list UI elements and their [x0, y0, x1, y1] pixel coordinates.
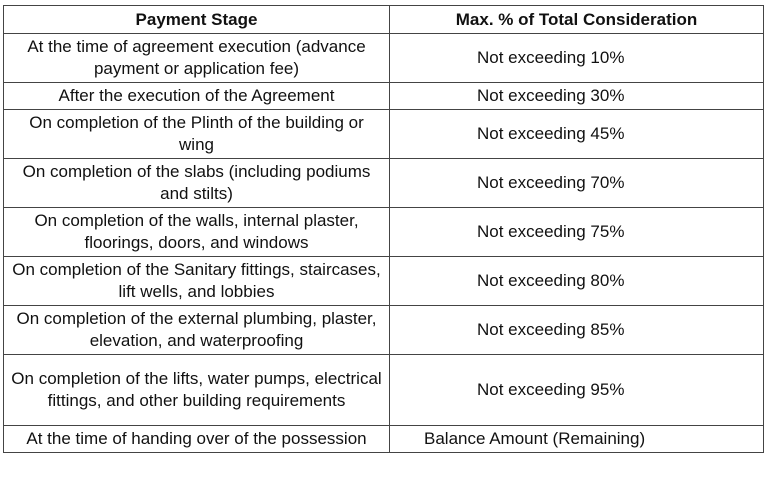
percent-cell: Not exceeding 80% [390, 257, 764, 306]
header-payment-stage: Payment Stage [4, 6, 390, 34]
table-row [4, 208, 764, 257]
stage-cell: On completion of the walls, internal plaster, floorings, doors, and windows [4, 208, 390, 257]
table-row [4, 159, 764, 208]
table-row [4, 306, 764, 355]
stage-cell: After the execution of the Agreement [4, 83, 390, 110]
table-row [4, 257, 764, 306]
percent-cell: Not exceeding 10% [390, 34, 764, 83]
stage-cell: At the time of agreement execution (advance payment or application fee) [4, 34, 390, 83]
percent-cell: Not exceeding 75% [390, 208, 764, 257]
stage-cell: At the time of handing over of the possession [4, 426, 390, 453]
table-header-row [4, 6, 764, 34]
table-row [4, 34, 764, 83]
table-row [4, 110, 764, 159]
header-max-percent: Max. % of Total Consideration [390, 6, 764, 34]
payment-schedule-table [3, 5, 764, 453]
percent-cell: Not exceeding 95% [390, 355, 764, 426]
stage-cell: On completion of the slabs (including podiums and stilts) [4, 159, 390, 208]
payment-schedule-table-wrapper [3, 5, 763, 453]
stage-cell: On completion of the Plinth of the building or wing [4, 110, 390, 159]
percent-cell: Not exceeding 45% [390, 110, 764, 159]
table-row [4, 355, 764, 426]
stage-cell: On completion of the Sanitary fittings, staircases, lift wells, and lobbies [4, 257, 390, 306]
percent-cell: Not exceeding 85% [390, 306, 764, 355]
percent-cell: Not exceeding 70% [390, 159, 764, 208]
stage-cell: On completion of the external plumbing, plaster, elevation, and waterproofing [4, 306, 390, 355]
table-row [4, 83, 764, 110]
table-row [4, 426, 764, 453]
stage-cell: On completion of the lifts, water pumps, electrical fittings, and other building requirements [4, 355, 390, 426]
percent-cell: Not exceeding 30% [390, 83, 764, 110]
percent-cell: Balance Amount (Remaining) [390, 426, 764, 453]
